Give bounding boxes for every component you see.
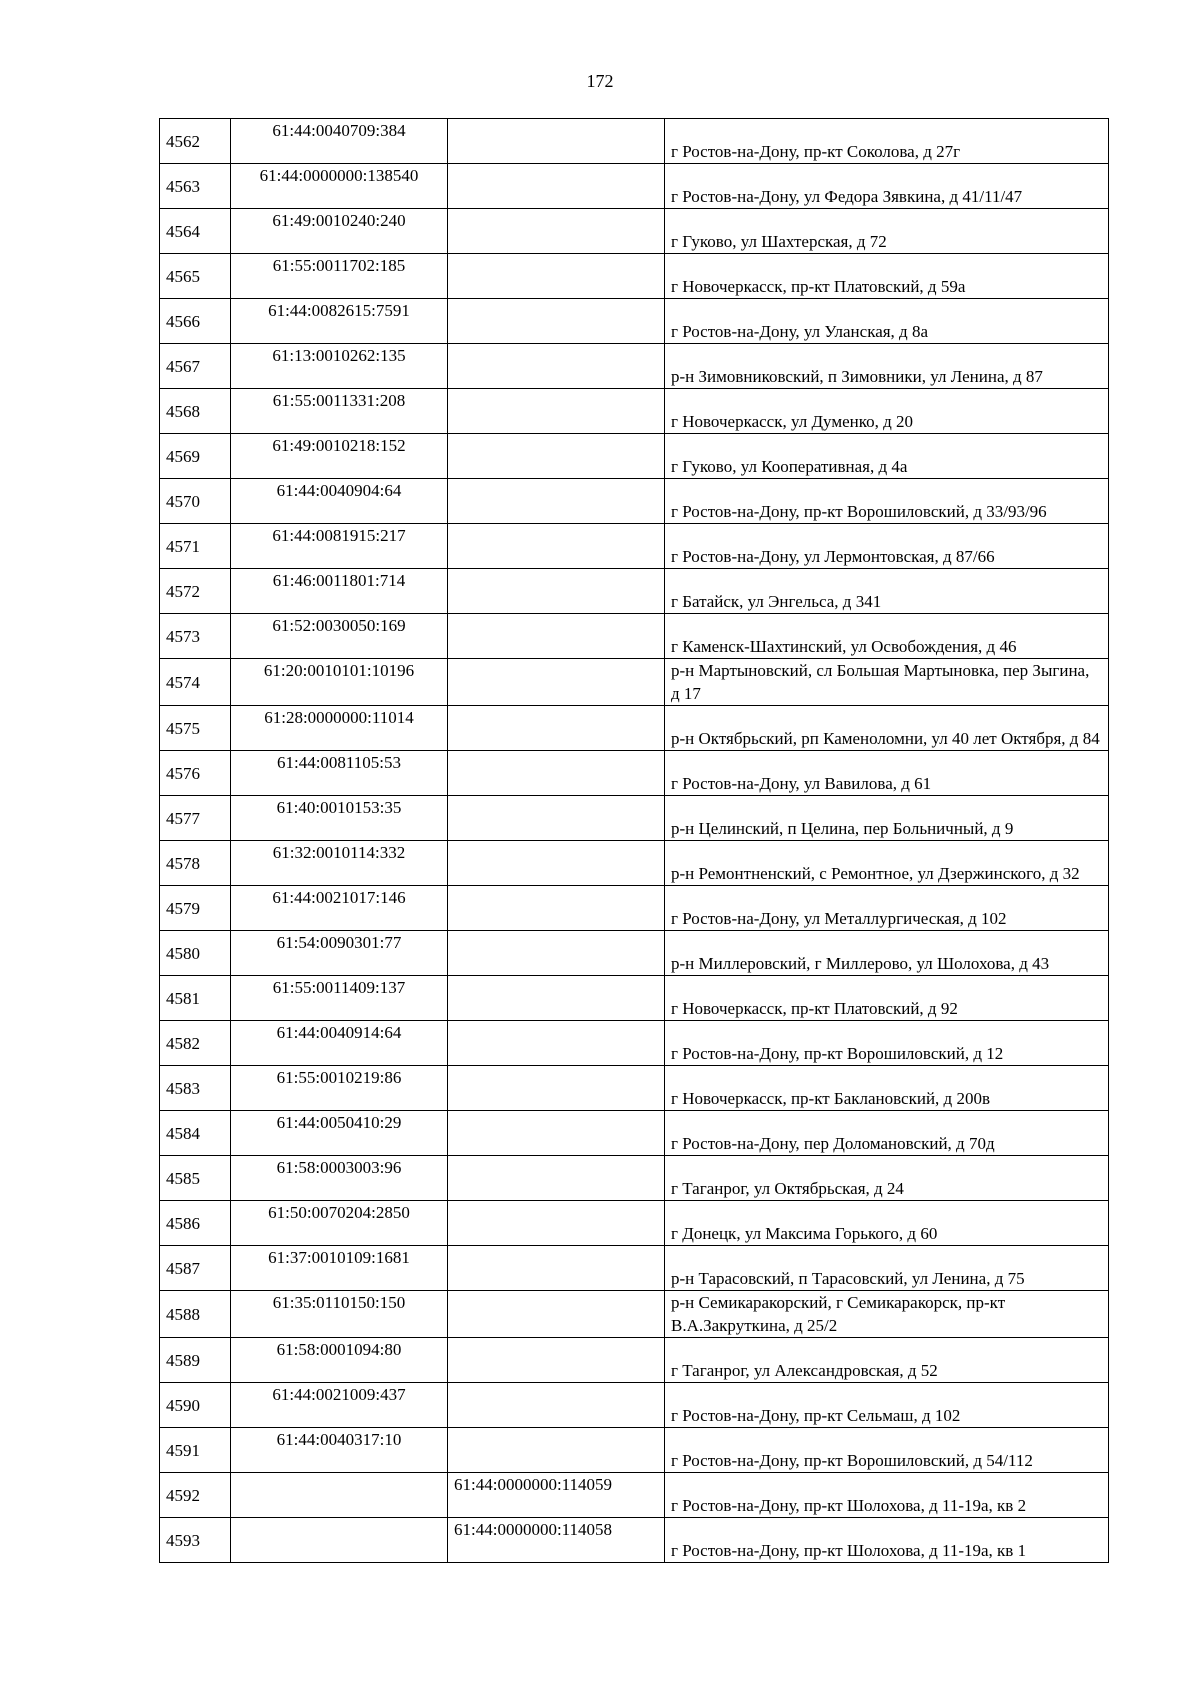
address-cell: г Ростов-на-Дону, ул Федора Зявкина, д 41/11/47 [665, 164, 1109, 209]
cadastral-number-cell [231, 1518, 448, 1563]
row-number-cell: 4574 [160, 659, 231, 706]
table-row [160, 1066, 1109, 1111]
address-cell: г Донецк, ул Максима Горького, д 60 [665, 1201, 1109, 1246]
table-row [160, 706, 1109, 751]
table-row [160, 389, 1109, 434]
cadastral-number-cell: 61:44:0021017:146 [231, 886, 448, 931]
cadastral-number-cell: 61:40:0010153:35 [231, 796, 448, 841]
cadastral-number-2-cell [448, 344, 665, 389]
row-number-cell: 4590 [160, 1383, 231, 1428]
table-row [160, 796, 1109, 841]
address-cell: р-н Октябрьский, рп Каменоломни, ул 40 лет Октября, д 84 [665, 706, 1109, 751]
cadastral-number-cell: 61:44:0081915:217 [231, 524, 448, 569]
table-row [160, 299, 1109, 344]
table-row [160, 569, 1109, 614]
cadastral-number-cell: 61:44:0050410:29 [231, 1111, 448, 1156]
table-row [160, 659, 1109, 706]
row-number-cell: 4564 [160, 209, 231, 254]
row-number-cell: 4573 [160, 614, 231, 659]
row-number-cell: 4563 [160, 164, 231, 209]
address-cell: р-н Мартыновский, сл Большая Мартыновка, пер Зыгина, д 17 [665, 659, 1109, 706]
cadastral-number-2-cell [448, 479, 665, 524]
page-number: 172 [586, 71, 614, 91]
row-number-cell: 4578 [160, 841, 231, 886]
registry-table [159, 118, 1109, 1563]
cadastral-number-2-cell [448, 569, 665, 614]
address-cell: г Ростов-на-Дону, ул Уланская, д 8а [665, 299, 1109, 344]
cadastral-number-cell [231, 1473, 448, 1518]
table-row [160, 841, 1109, 886]
cadastral-number-cell: 61:58:0001094:80 [231, 1338, 448, 1383]
cadastral-number-cell: 61:37:0010109:1681 [231, 1246, 448, 1291]
cadastral-number-2-cell [448, 1111, 665, 1156]
address-cell: р-н Тарасовский, п Тарасовский, ул Ленина, д 75 [665, 1246, 1109, 1291]
row-number-cell: 4572 [160, 569, 231, 614]
table-row [160, 1338, 1109, 1383]
row-number-cell: 4582 [160, 1021, 231, 1066]
registry-table-body [160, 119, 1109, 1563]
cadastral-number-cell: 61:58:0003003:96 [231, 1156, 448, 1201]
address-cell: р-н Семикаракорский, г Семикаракорск, пр-кт В.А.Закруткина, д 25/2 [665, 1291, 1109, 1338]
address-cell: г Ростов-на-Дону, пр-кт Шолохова, д 11-19а, кв 1 [665, 1518, 1109, 1563]
address-cell: г Таганрог, ул Октябрьская, д 24 [665, 1156, 1109, 1201]
row-number-cell: 4565 [160, 254, 231, 299]
row-number-cell: 4566 [160, 299, 231, 344]
address-cell: р-н Зимовниковский, п Зимовники, ул Ленина, д 87 [665, 344, 1109, 389]
cadastral-number-cell: 61:55:0011409:137 [231, 976, 448, 1021]
cadastral-number-2-cell [448, 389, 665, 434]
table-row [160, 1246, 1109, 1291]
cadastral-number-2-cell [448, 254, 665, 299]
row-number-cell: 4580 [160, 931, 231, 976]
cadastral-number-2-cell [448, 1338, 665, 1383]
cadastral-number-2-cell: 61:44:0000000:114058 [448, 1518, 665, 1563]
address-cell: г Новочеркасск, пр-кт Баклановский, д 200в [665, 1066, 1109, 1111]
address-cell: г Ростов-на-Дону, пр-кт Шолохова, д 11-19а, кв 2 [665, 1473, 1109, 1518]
address-cell: г Ростов-на-Дону, пр-кт Сельмаш, д 102 [665, 1383, 1109, 1428]
cadastral-number-2-cell [448, 1383, 665, 1428]
row-number-cell: 4585 [160, 1156, 231, 1201]
row-number-cell: 4568 [160, 389, 231, 434]
row-number-cell: 4577 [160, 796, 231, 841]
cadastral-number-2-cell [448, 614, 665, 659]
table-row [160, 1518, 1109, 1563]
cadastral-number-cell: 61:55:0011702:185 [231, 254, 448, 299]
address-cell: р-н Миллеровский, г Миллерово, ул Шолохова, д 43 [665, 931, 1109, 976]
table-row [160, 886, 1109, 931]
address-cell: р-н Ремонтненский, с Ремонтное, ул Дзержинского, д 32 [665, 841, 1109, 886]
cadastral-number-cell: 61:44:0040904:64 [231, 479, 448, 524]
cadastral-number-2-cell [448, 164, 665, 209]
address-cell: г Гуково, ул Шахтерская, д 72 [665, 209, 1109, 254]
cadastral-number-cell: 61:20:0010101:10196 [231, 659, 448, 706]
table-row [160, 1428, 1109, 1473]
cadastral-number-2-cell [448, 1201, 665, 1246]
address-cell: г Таганрог, ул Александровская, д 52 [665, 1338, 1109, 1383]
table-row [160, 164, 1109, 209]
address-cell: г Новочеркасск, пр-кт Платовский, д 59а [665, 254, 1109, 299]
cadastral-number-cell: 61:54:0090301:77 [231, 931, 448, 976]
row-number-cell: 4583 [160, 1066, 231, 1111]
cadastral-number-2-cell: 61:44:0000000:114059 [448, 1473, 665, 1518]
cadastral-number-cell: 61:13:0010262:135 [231, 344, 448, 389]
row-number-cell: 4587 [160, 1246, 231, 1291]
table-row [160, 931, 1109, 976]
cadastral-number-2-cell [448, 841, 665, 886]
cadastral-number-2-cell [448, 1066, 665, 1111]
address-cell: г Ростов-на-Дону, ул Металлургическая, д 102 [665, 886, 1109, 931]
row-number-cell: 4593 [160, 1518, 231, 1563]
cadastral-number-cell: 61:46:0011801:714 [231, 569, 448, 614]
row-number-cell: 4588 [160, 1291, 231, 1338]
address-cell: г Ростов-на-Дону, пр-кт Соколова, д 27г [665, 119, 1109, 164]
table-row [160, 344, 1109, 389]
address-cell: г Ростов-на-Дону, ул Лермонтовская, д 87/66 [665, 524, 1109, 569]
cadastral-number-2-cell [448, 706, 665, 751]
row-number-cell: 4567 [160, 344, 231, 389]
table-row [160, 1473, 1109, 1518]
cadastral-number-2-cell [448, 659, 665, 706]
table-row [160, 976, 1109, 1021]
address-cell: г Ростов-на-Дону, ул Вавилова, д 61 [665, 751, 1109, 796]
table-row [160, 434, 1109, 479]
cadastral-number-cell: 61:44:0040914:64 [231, 1021, 448, 1066]
table-row [160, 1156, 1109, 1201]
table-row [160, 751, 1109, 796]
row-number-cell: 4592 [160, 1473, 231, 1518]
cadastral-number-cell: 61:49:0010218:152 [231, 434, 448, 479]
address-cell: г Каменск-Шахтинский, ул Освобождения, д 46 [665, 614, 1109, 659]
row-number-cell: 4576 [160, 751, 231, 796]
table-row [160, 1383, 1109, 1428]
cadastral-number-cell: 61:49:0010240:240 [231, 209, 448, 254]
row-number-cell: 4581 [160, 976, 231, 1021]
table-row [160, 479, 1109, 524]
cadastral-number-2-cell [448, 886, 665, 931]
cadastral-number-2-cell [448, 119, 665, 164]
cadastral-number-cell: 61:28:0000000:11014 [231, 706, 448, 751]
cadastral-number-2-cell [448, 1428, 665, 1473]
row-number-cell: 4571 [160, 524, 231, 569]
row-number-cell: 4586 [160, 1201, 231, 1246]
address-cell: г Батайск, ул Энгельса, д 341 [665, 569, 1109, 614]
cadastral-number-2-cell [448, 751, 665, 796]
address-cell: г Ростов-на-Дону, пер Доломановский, д 70д [665, 1111, 1109, 1156]
cadastral-number-2-cell [448, 209, 665, 254]
row-number-cell: 4562 [160, 119, 231, 164]
table-row [160, 209, 1109, 254]
table-row [160, 1111, 1109, 1156]
address-cell: г Ростов-на-Дону, пр-кт Ворошиловский, д 12 [665, 1021, 1109, 1066]
table-row [160, 524, 1109, 569]
table-row [160, 1021, 1109, 1066]
table-row [160, 1291, 1109, 1338]
address-cell: г Гуково, ул Кооперативная, д 4а [665, 434, 1109, 479]
row-number-cell: 4570 [160, 479, 231, 524]
cadastral-number-2-cell [448, 434, 665, 479]
row-number-cell: 4591 [160, 1428, 231, 1473]
address-cell: р-н Целинский, п Целина, пер Больничный, д 9 [665, 796, 1109, 841]
cadastral-number-2-cell [448, 976, 665, 1021]
cadastral-number-cell: 61:55:0010219:86 [231, 1066, 448, 1111]
row-number-cell: 4579 [160, 886, 231, 931]
cadastral-number-2-cell [448, 1156, 665, 1201]
cadastral-number-cell: 61:44:0000000:138540 [231, 164, 448, 209]
cadastral-number-cell: 61:52:0030050:169 [231, 614, 448, 659]
cadastral-number-cell: 61:44:0021009:437 [231, 1383, 448, 1428]
cadastral-number-cell: 61:44:0082615:7591 [231, 299, 448, 344]
row-number-cell: 4589 [160, 1338, 231, 1383]
cadastral-number-2-cell [448, 796, 665, 841]
table-row [160, 1201, 1109, 1246]
address-cell: г Новочеркасск, ул Думенко, д 20 [665, 389, 1109, 434]
cadastral-number-2-cell [448, 1021, 665, 1066]
cadastral-number-cell: 61:44:0081105:53 [231, 751, 448, 796]
cadastral-number-cell: 61:50:0070204:2850 [231, 1201, 448, 1246]
table-row [160, 254, 1109, 299]
address-cell: г Ростов-на-Дону, пр-кт Ворошиловский, д 54/112 [665, 1428, 1109, 1473]
table-row [160, 119, 1109, 164]
table-row [160, 614, 1109, 659]
cadastral-number-2-cell [448, 1291, 665, 1338]
address-cell: г Новочеркасск, пр-кт Платовский, д 92 [665, 976, 1109, 1021]
address-cell: г Ростов-на-Дону, пр-кт Ворошиловский, д 33/93/96 [665, 479, 1109, 524]
cadastral-number-2-cell [448, 524, 665, 569]
row-number-cell: 4575 [160, 706, 231, 751]
row-number-cell: 4569 [160, 434, 231, 479]
cadastral-number-cell: 61:44:0040709:384 [231, 119, 448, 164]
cadastral-number-2-cell [448, 1246, 665, 1291]
cadastral-number-cell: 61:55:0011331:208 [231, 389, 448, 434]
cadastral-number-cell: 61:44:0040317:10 [231, 1428, 448, 1473]
cadastral-number-cell: 61:35:0110150:150 [231, 1291, 448, 1338]
row-number-cell: 4584 [160, 1111, 231, 1156]
cadastral-number-2-cell [448, 299, 665, 344]
cadastral-number-2-cell [448, 931, 665, 976]
cadastral-number-cell: 61:32:0010114:332 [231, 841, 448, 886]
